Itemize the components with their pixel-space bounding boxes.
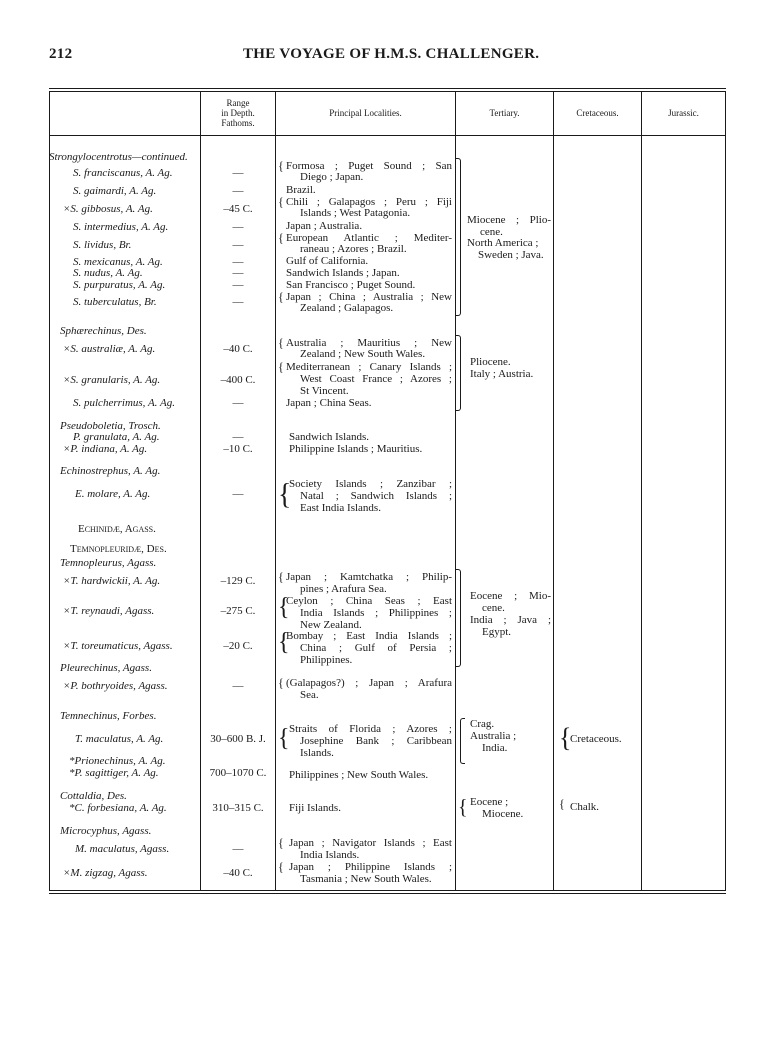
range-brace-left — [460, 718, 465, 764]
species-name: S. tuberculatus, Br. — [73, 296, 157, 308]
genus-heading: Echinostrephus, A. Ag. — [60, 465, 161, 477]
depth-value: — — [232, 397, 244, 409]
species-name: ×P. bothryoides, Agass. — [63, 680, 168, 692]
tertiary-entry: cene. — [482, 602, 505, 614]
header-bottom-rule — [49, 135, 726, 136]
cretaceous-entry: Cretaceous. — [570, 733, 622, 745]
depth-value: 700–1070 C. — [209, 767, 267, 779]
species-name: ×M. zigzag, Agass. — [63, 867, 148, 879]
tertiary-entry: Crag. — [470, 718, 495, 730]
brace-glyph: { — [278, 359, 284, 375]
species-name: S. purpuratus, A. Ag. — [73, 279, 166, 291]
tertiary-entry: Australia ; — [470, 730, 517, 742]
range-brace-right — [455, 569, 461, 667]
depth-value: — — [232, 256, 244, 268]
locality-line: Gulf of California. — [286, 255, 369, 267]
locality-line: Japan ; China ; Australia ; New — [286, 291, 452, 303]
species-name: M. maculatus, Agass. — [75, 843, 170, 855]
locality-line: Formosa ; Puget Sound ; San — [286, 160, 452, 172]
species-name: ×S. gibbosus, A. Ag. — [63, 203, 153, 215]
brace-glyph: { — [458, 795, 468, 819]
species-name: ×S. australiæ, A. Ag. — [63, 343, 156, 355]
range-brace-right — [455, 335, 461, 411]
brace-glyph: { — [278, 724, 290, 752]
tertiary-entry: Eocene ; — [470, 796, 509, 808]
depth-value: –129 C. — [220, 575, 256, 587]
locality-line: Diego ; Japan. — [300, 171, 364, 183]
brace-glyph: { — [278, 158, 284, 174]
brace-glyph: { — [278, 335, 284, 351]
locality-line: San Francisco ; Puget Sound. — [286, 279, 416, 291]
depth-value: — — [232, 239, 244, 251]
brace-glyph: { — [278, 628, 290, 656]
locality-line: Tasmania ; New South Wales. — [300, 873, 432, 885]
depth-value: — — [232, 267, 244, 279]
depth-value: –20 C. — [223, 640, 253, 652]
species-name: *P. sagittiger, A. Ag. — [69, 767, 159, 779]
locality-line: Australia ; Mauritius ; New — [286, 337, 452, 349]
locality-line: Sandwich Islands ; Japan. — [286, 267, 400, 279]
locality-line: Philippines ; New South Wales. — [289, 769, 429, 781]
column-rule — [553, 91, 554, 891]
locality-line: Josephine Bank ; Caribbean — [300, 735, 452, 747]
brace-glyph: { — [559, 796, 565, 812]
species-name: S. mexicanus, A. Ag. — [73, 256, 163, 268]
brace-glyph: { — [278, 230, 284, 246]
species-name: E. molare, A. Ag. — [75, 488, 151, 500]
table-bottom-rule-2 — [49, 893, 726, 894]
locality-line: India Islands. — [300, 849, 360, 861]
species-name: ×T. reynaudi, Agass. — [63, 605, 155, 617]
brace-glyph: { — [278, 194, 284, 210]
genus-heading: Pseudoboletia, Trosch. — [60, 420, 161, 432]
species-name: S. nudus, A. Ag. — [73, 267, 143, 279]
depth-value: –45 C. — [223, 203, 253, 215]
genus-heading: Sphærechinus, Des. — [60, 325, 147, 337]
running-title: THE VOYAGE OF H.M.S. CHALLENGER. — [243, 46, 540, 62]
locality-line: Sandwich Islands. — [289, 431, 370, 443]
species-name: S. pulcherrimus, A. Ag. — [73, 397, 175, 409]
locality-line: Fiji Islands. — [289, 802, 341, 814]
locality-line: (Galapagos?) ; Japan ; Arafura — [286, 677, 452, 689]
brace-glyph: { — [278, 675, 284, 691]
locality-line: India Islands ; Philippines ; — [300, 607, 452, 619]
depth-value: — — [232, 185, 244, 197]
family-heading: Echinidæ, Agass. — [78, 523, 156, 535]
range-brace-right — [455, 158, 461, 316]
tertiary-entry: Miocene ; Plio- — [467, 214, 551, 226]
locality-line: Straits of Florida ; Azores ; — [289, 723, 452, 735]
species-name: P. granulata, A. Ag. — [73, 431, 160, 443]
column-rule — [641, 91, 642, 891]
depth-value: — — [232, 167, 244, 179]
species-name: ×T. toreumaticus, Agass. — [63, 640, 173, 652]
brace-glyph: { — [559, 722, 572, 753]
depth-value: –275 C. — [220, 605, 256, 617]
tertiary-entry: India. — [482, 742, 508, 754]
genus-heading: Temnechinus, Forbes. — [60, 710, 157, 722]
depth-value: — — [232, 843, 244, 855]
locality-line: Philippines. — [300, 654, 353, 666]
cretaceous-entry: Chalk. — [570, 801, 600, 813]
brace-glyph: { — [278, 569, 284, 585]
species-name: ×S. granularis, A. Ag. — [63, 374, 161, 386]
brace-glyph: { — [278, 859, 284, 875]
tertiary-entry: Eocene ; Mio- — [470, 590, 551, 602]
locality-line: Natal ; Sandwich Islands ; — [300, 490, 452, 502]
depth-value: — — [232, 680, 244, 692]
locality-line: Brazil. — [286, 184, 316, 196]
locality-line: Mediterranean ; Canary Islands ; — [286, 361, 452, 373]
genus-heading: Temnopleurus, Agass. — [60, 557, 157, 569]
locality-line: St Vincent. — [300, 385, 349, 397]
species-name: *C. forbesiana, A. Ag. — [69, 802, 167, 814]
species-name: S. gaimardi, A. Ag. — [73, 185, 157, 197]
locality-line: China ; Gulf of Persia ; — [300, 642, 452, 654]
column-rule — [49, 91, 50, 891]
column-rule — [275, 91, 276, 891]
species-name: S. lividus, Br. — [73, 239, 132, 251]
genus-heading: Pleurechinus, Agass. — [60, 662, 152, 674]
genus-heading: Strongylocentrotus—continued. — [49, 151, 188, 163]
tertiary-entry: India ; Java ; — [470, 614, 551, 626]
locality-line: Bombay ; East India Islands ; — [286, 630, 452, 642]
tertiary-entry: Egypt. — [482, 626, 512, 638]
species-name: S. franciscanus, A. Ag. — [73, 167, 173, 179]
depth-value: — — [232, 279, 244, 291]
localities-header: Principal Localities. — [329, 108, 402, 118]
locality-line: Zealand ; Galapagos. — [300, 302, 394, 314]
species-name: ×P. indiana, A. Ag. — [63, 443, 148, 455]
species-name: T. maculatus, A. Ag. — [75, 733, 164, 745]
locality-line: Islands ; West Patagonia. — [300, 207, 411, 219]
locality-line: Islands. — [300, 747, 334, 759]
brace-glyph: { — [278, 478, 292, 511]
depth-value: 30–600 B. J. — [210, 733, 266, 745]
locality-line: New Zealand. — [300, 619, 362, 631]
locality-line: Japan ; Kamtchatka ; Philip- — [286, 571, 452, 583]
locality-line: European Atlantic ; Mediter- — [286, 232, 452, 244]
table-top-rule-1 — [49, 88, 726, 89]
depth-value: — — [232, 296, 244, 308]
locality-line: East India Islands. — [300, 502, 381, 514]
tertiary-entry: North America ; — [467, 237, 539, 249]
jurassic-header: Jurassic. — [668, 108, 699, 118]
tertiary-header: Tertiary. — [489, 108, 520, 118]
depth-value: –40 C. — [223, 867, 253, 879]
tertiary-entry: Pliocene. — [470, 356, 511, 368]
tertiary-entry: Miocene. — [482, 808, 524, 820]
brace-glyph: { — [278, 835, 284, 851]
table-bottom-rule-1 — [49, 890, 726, 891]
tertiary-entry: Sweden ; Java. — [478, 249, 544, 261]
depth-value: –10 C. — [223, 443, 253, 455]
brace-glyph: { — [278, 289, 284, 305]
range-header: Range in Depth. Fathoms. — [221, 98, 255, 128]
locality-line: Japan ; China Seas. — [286, 397, 372, 409]
family-heading: Temnopleuridæ, Des. — [70, 543, 167, 555]
tertiary-entry: cene. — [480, 226, 503, 238]
locality-line: Japan ; Navigator Islands ; East — [289, 837, 452, 849]
species-name: S. intermedius, A. Ag. — [73, 221, 169, 233]
locality-line: raneau ; Azores ; Brazil. — [300, 243, 407, 255]
column-rule — [725, 91, 726, 891]
genus-heading: *Prionechinus, A. Ag. — [69, 755, 166, 767]
locality-line: Sea. — [300, 689, 319, 701]
genus-heading: Microcyphus, Agass. — [60, 825, 152, 837]
locality-line: Japan ; Australia. — [286, 220, 363, 232]
locality-line: Ceylon ; China Seas ; East — [286, 595, 452, 607]
locality-line: Philippine Islands ; Mauritius. — [289, 443, 423, 455]
genus-heading: Cottaldia, Des. — [60, 790, 127, 802]
depth-value: –400 C. — [220, 374, 256, 386]
locality-line: Japan ; Philippine Islands ; — [289, 861, 452, 873]
depth-value: — — [232, 221, 244, 233]
species-name: ×T. hardwickii, A. Ag. — [63, 575, 161, 587]
locality-line: Zealand ; New South Wales. — [300, 348, 426, 360]
locality-line: Chili ; Galapagos ; Peru ; Fiji — [286, 196, 452, 208]
depth-value: 310–315 C. — [212, 802, 264, 814]
cretaceous-header: Cretaceous. — [576, 108, 619, 118]
locality-line: pines ; Arafura Sea. — [300, 583, 387, 595]
depth-value: — — [232, 488, 244, 500]
locality-line: West Coast France ; Azores ; — [300, 373, 452, 385]
tertiary-entry: Italy ; Austria. — [470, 368, 534, 380]
depth-value: –40 C. — [223, 343, 253, 355]
brace-glyph: { — [278, 593, 290, 621]
locality-line: Society Islands ; Zanzibar ; — [289, 478, 452, 490]
table-top-rule-2 — [49, 91, 726, 92]
page-number: 212 — [49, 46, 73, 62]
depth-value: — — [232, 431, 244, 443]
